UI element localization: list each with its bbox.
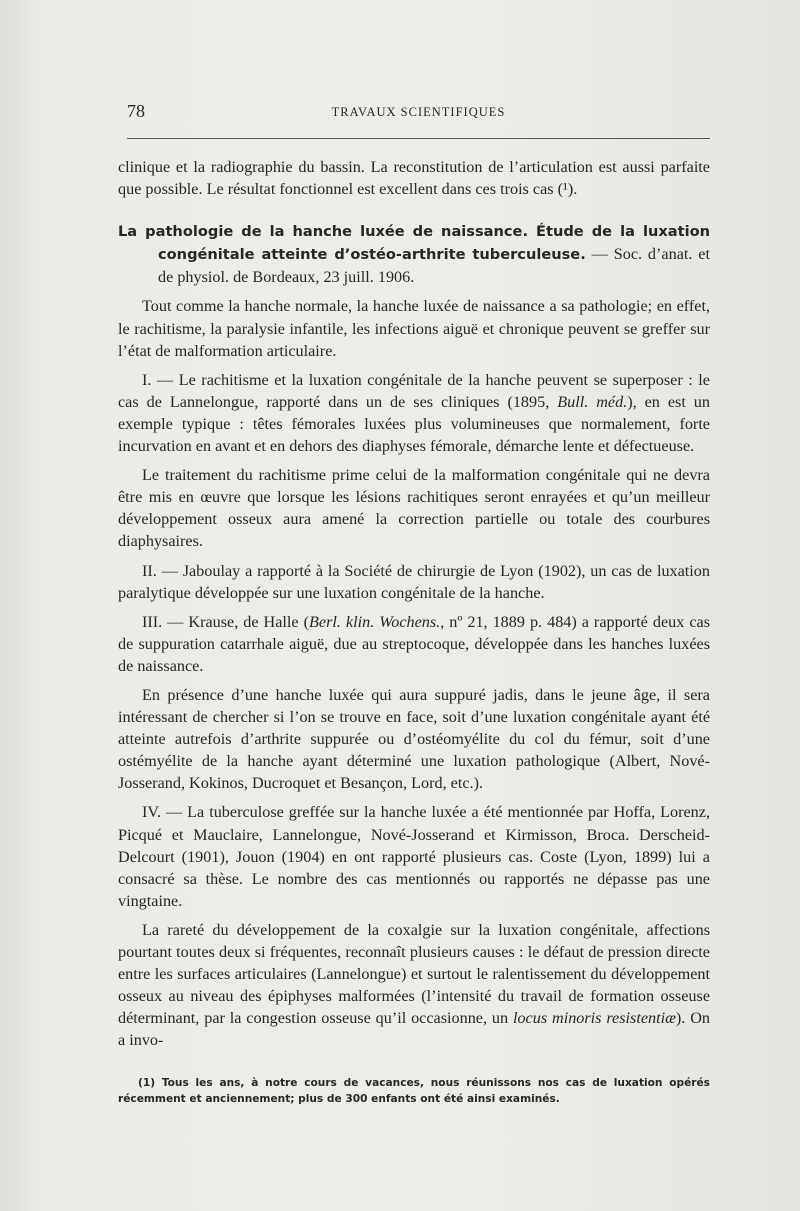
text-run: , nº 21, 1889 p. 484) a rapporté deux cas de suppuration catarrhale aiguë, due au streptocoque, développée dans les hanches luxées de naissance. <box>118 612 710 675</box>
text-run: ). On a invo- <box>118 1009 710 1050</box>
page-header <box>127 101 710 125</box>
paragraph-tuberculose: IV. — La tuberculose greffée sur la hanche luxée a été mentionnée par Hoffa, Lorenz, Picqué et Mauclaire, Lannelongue, Nové-Josserand et Kirmisson, Broca. Derscheid-Delcourt (1901), Jouon (1904) en ont rapporté plusieurs cas. Coste (Lyon, 1899) lui a consacré sa thèse. Le nombre des cas mentionnés ou rapportés ne dépasse pas une vingtaine. <box>118 803 710 910</box>
paragraph-intro: Tout comme la hanche normale, la hanche luxée de naissance a sa pathologie; en effet, le rachitisme, la paralysie infantile, les infections aiguë et chronique peuvent se greffer sur l’état de malformation articulaire. <box>118 297 710 360</box>
paragraph-presence: En présence d’une hanche luxée qui aura suppuré jadis, dans le jeune âge, il sera intéressant de chercher si l’on se trouve en face, soit d’une luxation congénitale ayant été atteinte autrefois d’arthrite suppurée ou d’ostéomyélite du col du fémur, soit d’une ostémyélite de la hanche ayant déterminé une luxation pathologique (Albert, Nové-Josserand, Kokinos, Ducroquet et Besançon, Lord, etc.). <box>118 685 710 793</box>
paragraph-jaboulay: II. — Jaboulay a rapporté à la Société de chirurgie de Lyon (1902), un cas de luxation paralytique développée sur une luxation congénitale de la hanche. <box>118 561 710 602</box>
paragraph-rarete <box>118 919 710 1052</box>
paragraph-rachitisme <box>118 369 710 457</box>
paragraph-continuation: clinique et la radiographie du bassin. La reconstitution de l’articulation est aussi parfaite que possible. Le résultat fonctionnel est excellent dans ces trois cas (¹). <box>118 158 710 199</box>
paragraph-krause <box>118 611 710 677</box>
running-head: TRAVAUX SCIENTIFIQUES <box>331 105 506 119</box>
paragraph-traitement: Le traitement du rachitisme prime celui de la malformation congénitale qui ne devra être mis en œuvre que lorsque les lésions rachitiques seront enrayées et qu’un meilleur développement osseux aura amené la correction partielle ou totale des courbures diaphysaires. <box>118 466 710 551</box>
italic-citation: Bull. méd. <box>557 392 628 411</box>
italic-citation: Berl. klin. Wochens. <box>309 612 441 631</box>
text-run: I. — Le rachitisme et la luxation congénitale de la hanche peuvent se superposer : le cas de Lannelongue, rapporté dans un de ses cliniques (1895, <box>118 370 710 411</box>
page-number: 78 <box>127 101 145 121</box>
header-rule <box>127 138 710 139</box>
text-run: III. — Krause, de Halle ( <box>142 612 309 631</box>
body-text <box>118 156 710 1051</box>
footnote: (1) Tous les ans, à notre cours de vacances, nous réunissons nos cas de luxation opérés récemment et anciennement; plus de 300 enfants ont été ainsi examinés. <box>118 1077 710 1105</box>
reference-entry <box>118 220 710 288</box>
text-run: ), en est un exemple typique : têtes fémorales luxées plus volumineuses que normalement, forte incurvation en avant et en dehors des diaphyses fémorale, démarche lente et défectueuse. <box>118 392 710 456</box>
reference-title: La pathologie de la hanche luxée de naissance. Étude de la luxation congénitale atteinte d’ostéo-arthrite tuberculeuse. <box>118 223 710 264</box>
reference-source: — Soc. d’anat. et de physiol. de Bordeaux, 23 juill. 1906. <box>158 245 710 287</box>
italic-latin-phrase: locus minoris resistentiæ <box>512 1009 676 1028</box>
text-run: La rareté du développement de la coxalgie sur la luxation congénitale, affections pourtant toutes deux si fréquentes, reconnaît plusieurs causes : le défaut de pression directe entre les surfaces articulaires (Lannelongue) et surtout le ralentissement du développement osseux au niveau des épiphyses malformées (l’intensité du travail de formation osseuse déterminant, par la congestion osseuse qu’il occasionne, un <box>118 920 710 1028</box>
